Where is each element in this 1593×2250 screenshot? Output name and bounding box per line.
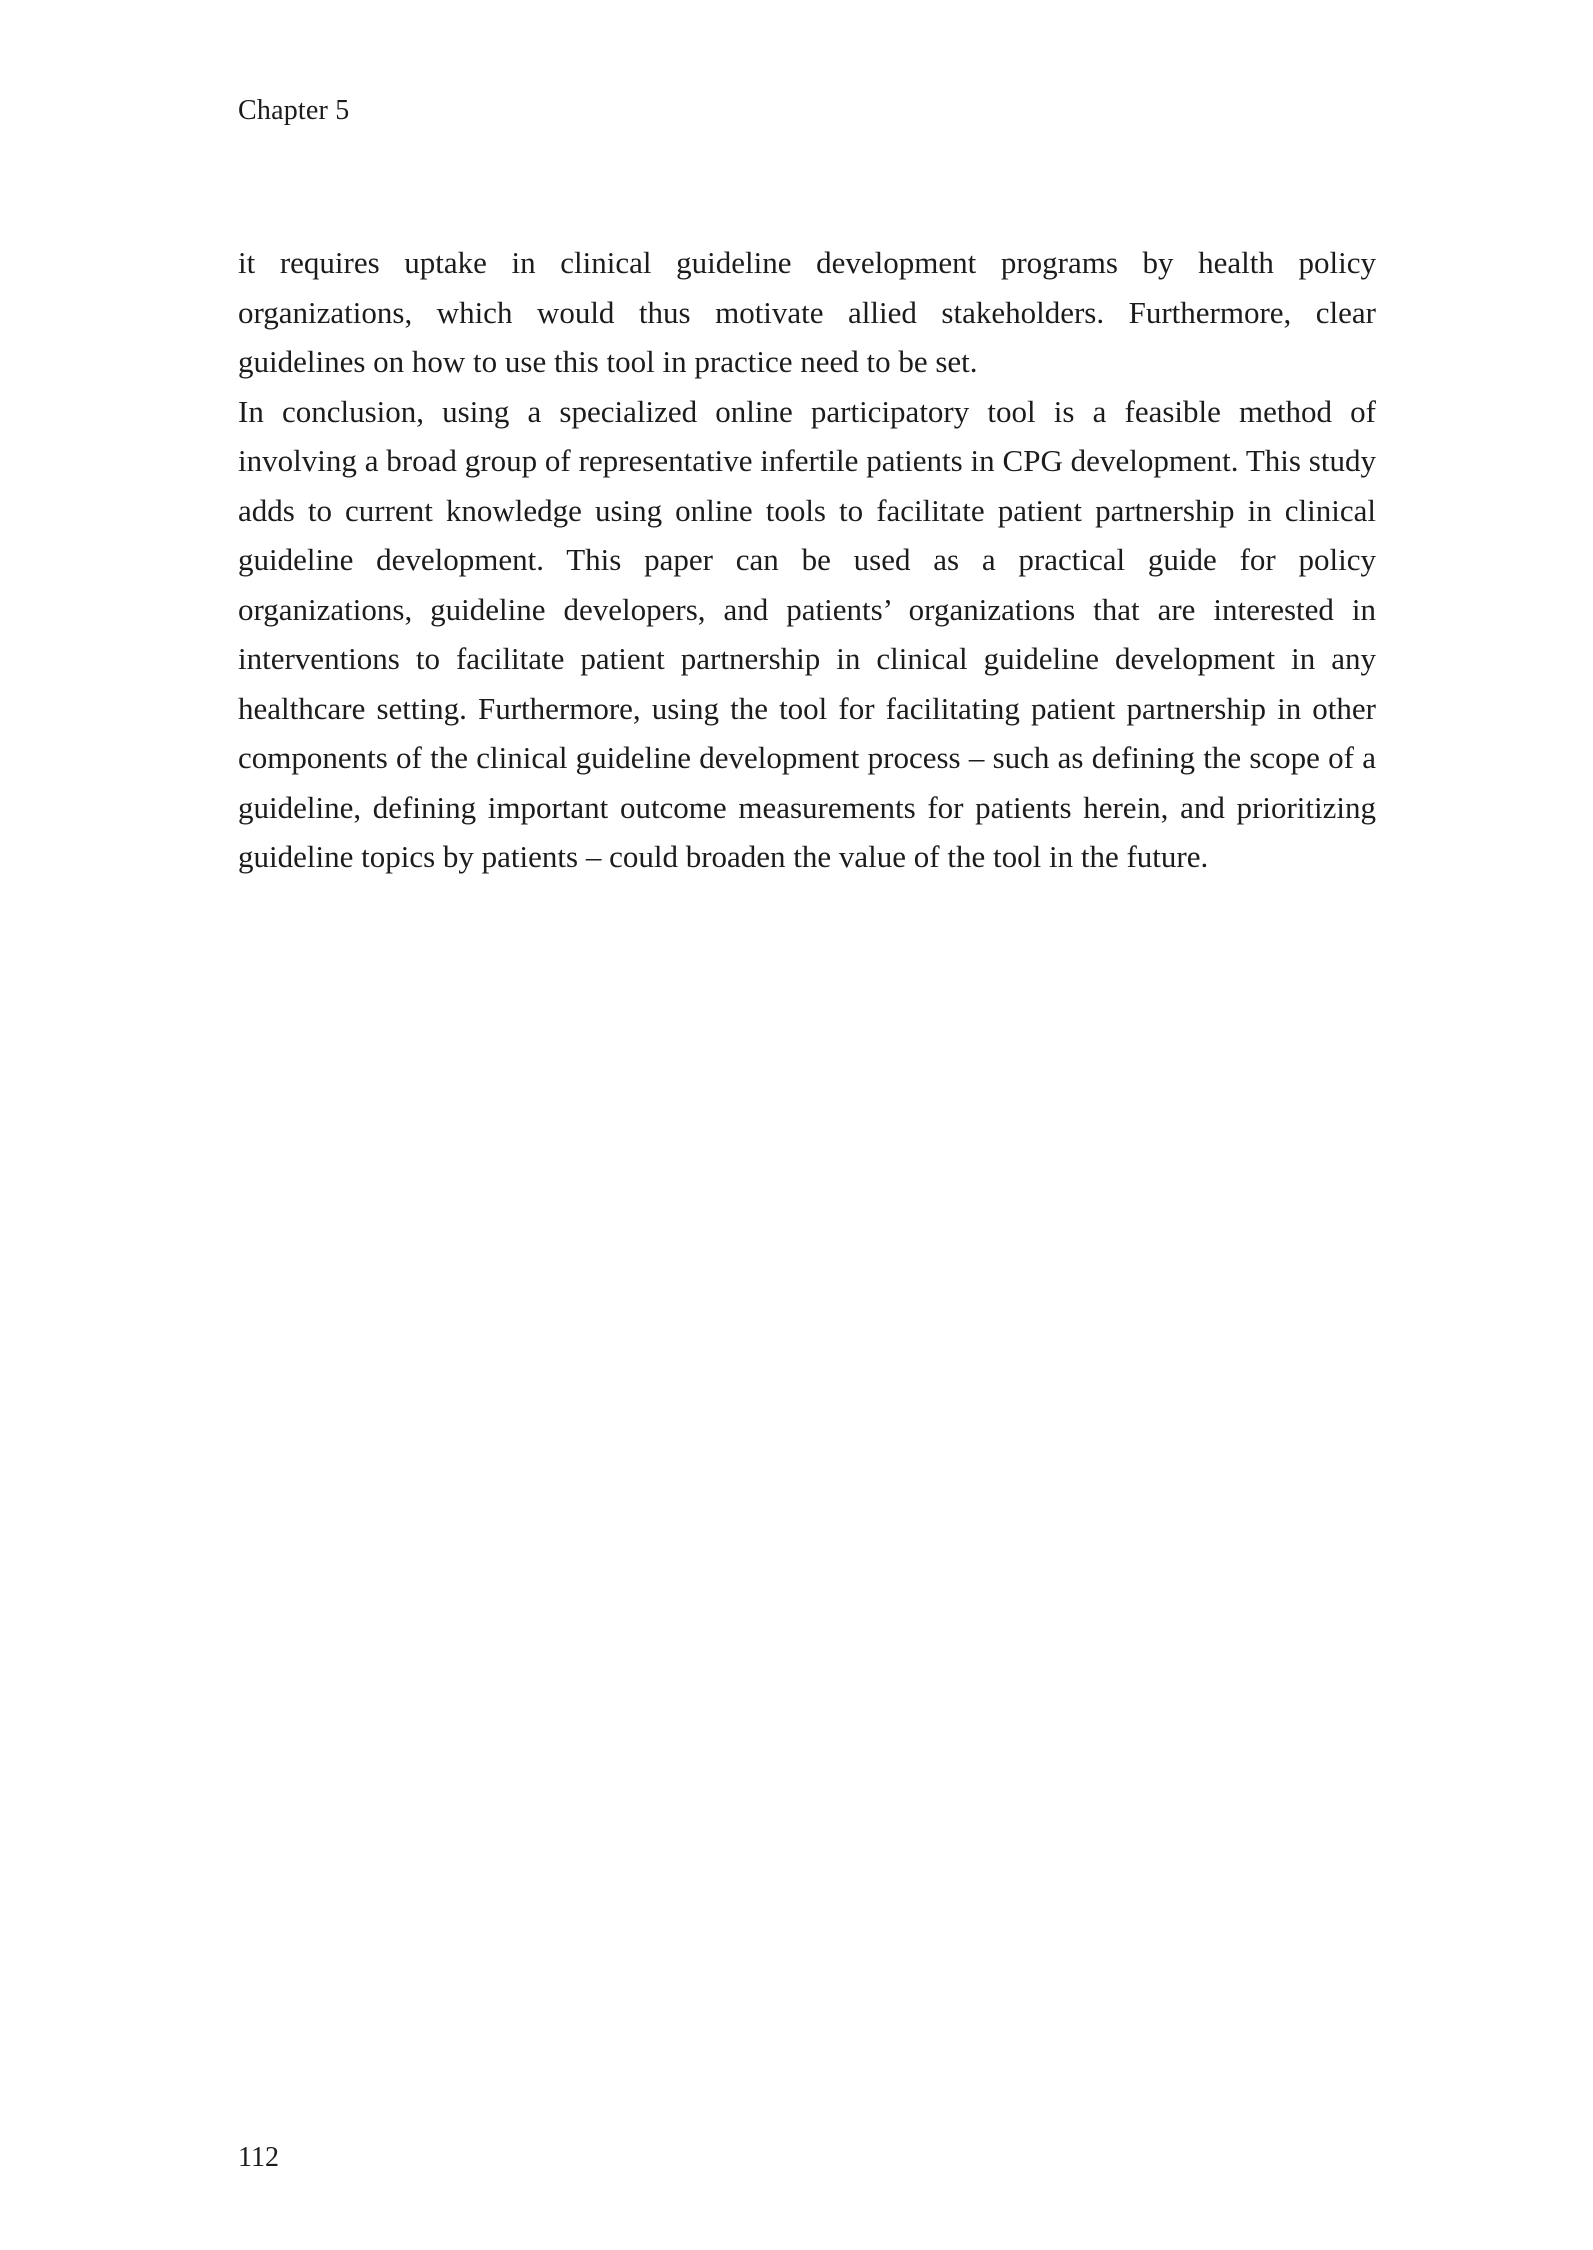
page-number: 112 [238,2142,279,2173]
paragraph: it requires uptake in clinical guideline development programs by health policy organizations, which would thus motivate allied stakeholders. Furthermore, clear guidelines on how to use this tool in practice need to be set. [238,245,1376,379]
chapter-header-label: Chapter 5 [238,95,350,126]
paragraph: In conclusion, using a specialized online participatory tool is a feasible method of involving a broad group of representative infertile patients in CPG development. This study adds to current knowledge using online tools to facilitate patient partnership in clinical guideline development. This paper can be used as a practical guide for policy organizations, guideline developers, and patients’ organizations that are interested in interventions to facilitate patient partnership in clinical guideline development in any healthcare setting. Furthermore, using the tool for facilitating patient partnership in other components of the clinical guideline development process – such as defining the scope of a guideline, defining important outcome measurements for patients herein, and prioritizing guideline topics by patients – could broaden the value of the tool in the future. [238,393,1376,874]
chapter-header [238,95,349,127]
body-text-block [238,238,1376,882]
